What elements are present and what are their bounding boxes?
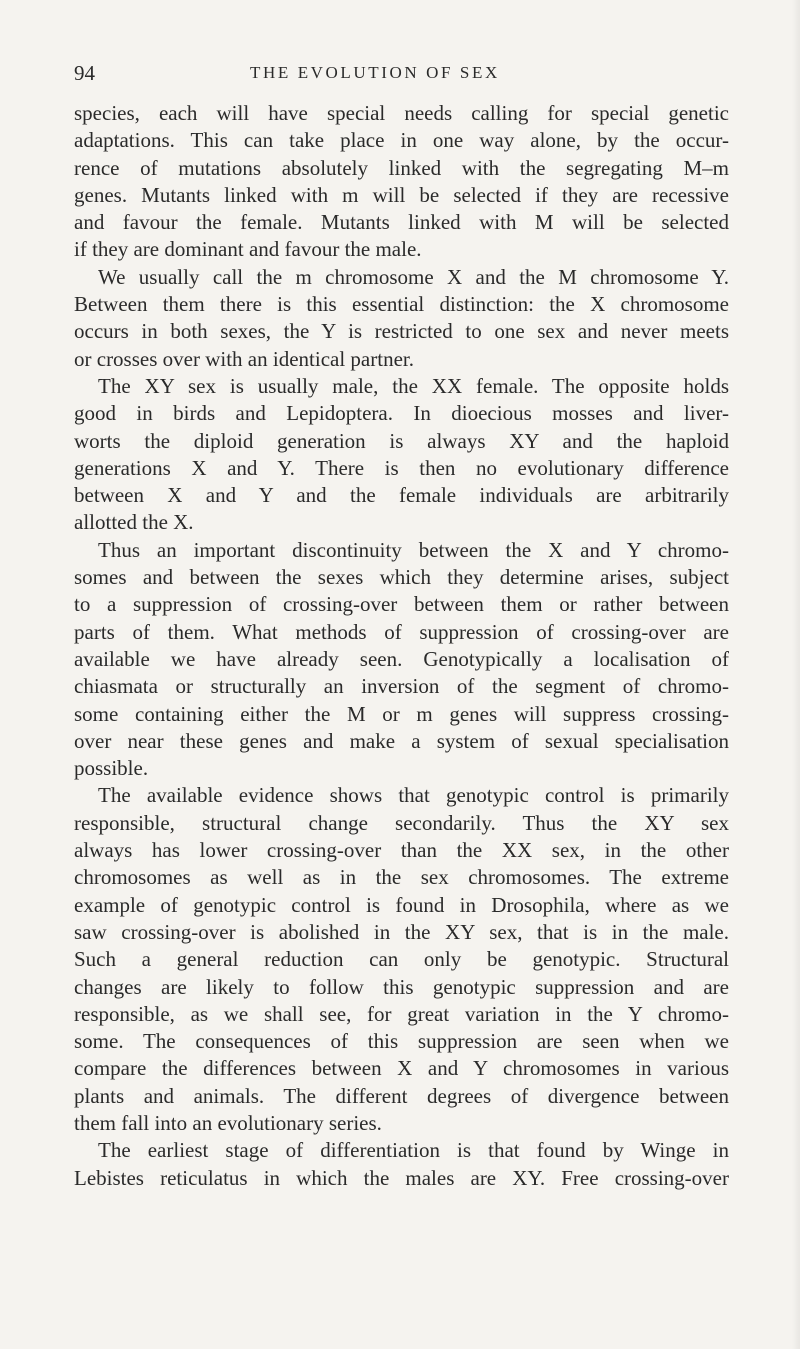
text-line: and favour the female. Mutants linked with M will be selected: [74, 210, 729, 235]
text-line: allotted the X.: [74, 510, 194, 535]
text-line: compare the differences between X and Y chromosomes in various: [74, 1056, 729, 1081]
text-line: parts of them. What methods of suppression of crossing-over are: [74, 619, 729, 644]
text-line: worts the diploid generation is always XY and the haploid: [74, 428, 729, 453]
text-line: generations X and Y. There is then no evolutionary difference: [74, 455, 729, 480]
text-line: some. The consequences of this suppression are seen when we: [74, 1029, 729, 1054]
text-line: them fall into an evolutionary series.: [74, 1110, 382, 1135]
text-line: always has lower crossing-over than the XX sex, in the other: [74, 838, 729, 863]
text-line: The earliest stage of differentiation is that found by Winge in: [98, 1138, 729, 1163]
running-title: THE EVOLUTION OF SEX: [250, 63, 500, 82]
page-header: [74, 58, 726, 88]
text-line: species, each will have special needs calling for special genetic: [74, 101, 729, 125]
text-line: chiasmata or structurally an inversion of the segment of chromo-: [74, 674, 729, 699]
text-line: genes. Mutants linked with m will be selected if they are recessive: [74, 182, 729, 207]
text-line: between X and Y and the female individuals are arbitrarily: [74, 483, 729, 508]
text-line: or crosses over with an identical partner.: [74, 346, 414, 371]
text-line: chromosomes as well as in the sex chromosomes. The extreme: [74, 865, 729, 890]
text-line: changes are likely to follow this genotypic suppression and are: [74, 974, 729, 999]
body-text: [74, 100, 729, 1192]
text-line: somes and between the sexes which they determine arises, subject: [74, 565, 729, 590]
page-number: 94: [74, 61, 95, 85]
text-line: to a suppression of crossing-over between them or rather between: [74, 592, 729, 617]
text-line: saw crossing-over is abolished in the XY sex, that is in the male.: [74, 919, 729, 944]
text-line: Such a general reduction can only be genotypic. Structural: [74, 947, 729, 972]
text-line: possible.: [74, 756, 149, 781]
text-line: available we have already seen. Genotypically a localisation of: [74, 646, 729, 671]
text-line: responsible, structural change secondarily. Thus the XY sex: [74, 810, 729, 835]
text-line: responsible, as we shall see, for great variation in the Y chromo-: [74, 1001, 729, 1026]
page-edge-shadow: [792, 0, 800, 1349]
text-line: Lebistes reticulatus in which the males are XY. Free crossing-over: [74, 1165, 729, 1190]
text-line: The XY sex is usually male, the XX female. The opposite holds: [98, 373, 729, 398]
text-line: over near these genes and make a system of sexual specialisation: [74, 728, 729, 753]
text-line: occurs in both sexes, the Y is restricted to one sex and never meets: [74, 319, 729, 344]
text-line: Thus an important discontinuity between the X and Y chromo-: [98, 537, 729, 562]
text-line: The available evidence shows that genotypic control is primarily: [98, 783, 729, 808]
text-line: Between them there is this essential distinction: the X chromosome: [74, 292, 729, 317]
text-line: adaptations. This can take place in one way alone, by the occur-: [74, 128, 729, 153]
text-line: example of genotypic control is found in Drosophila, where as we: [74, 892, 729, 917]
text-line: some containing either the M or m genes will suppress crossing-: [74, 701, 729, 726]
text-line: plants and animals. The different degrees of divergence between: [74, 1083, 729, 1108]
text-line: We usually call the m chromosome X and the M chromosome Y.: [98, 264, 729, 289]
text-line: if they are dominant and favour the male.: [74, 237, 422, 262]
text-line: good in birds and Lepidoptera. In dioecious mosses and liver-: [74, 401, 729, 426]
text-line: rence of mutations absolutely linked with the segregating M–m: [74, 155, 729, 180]
